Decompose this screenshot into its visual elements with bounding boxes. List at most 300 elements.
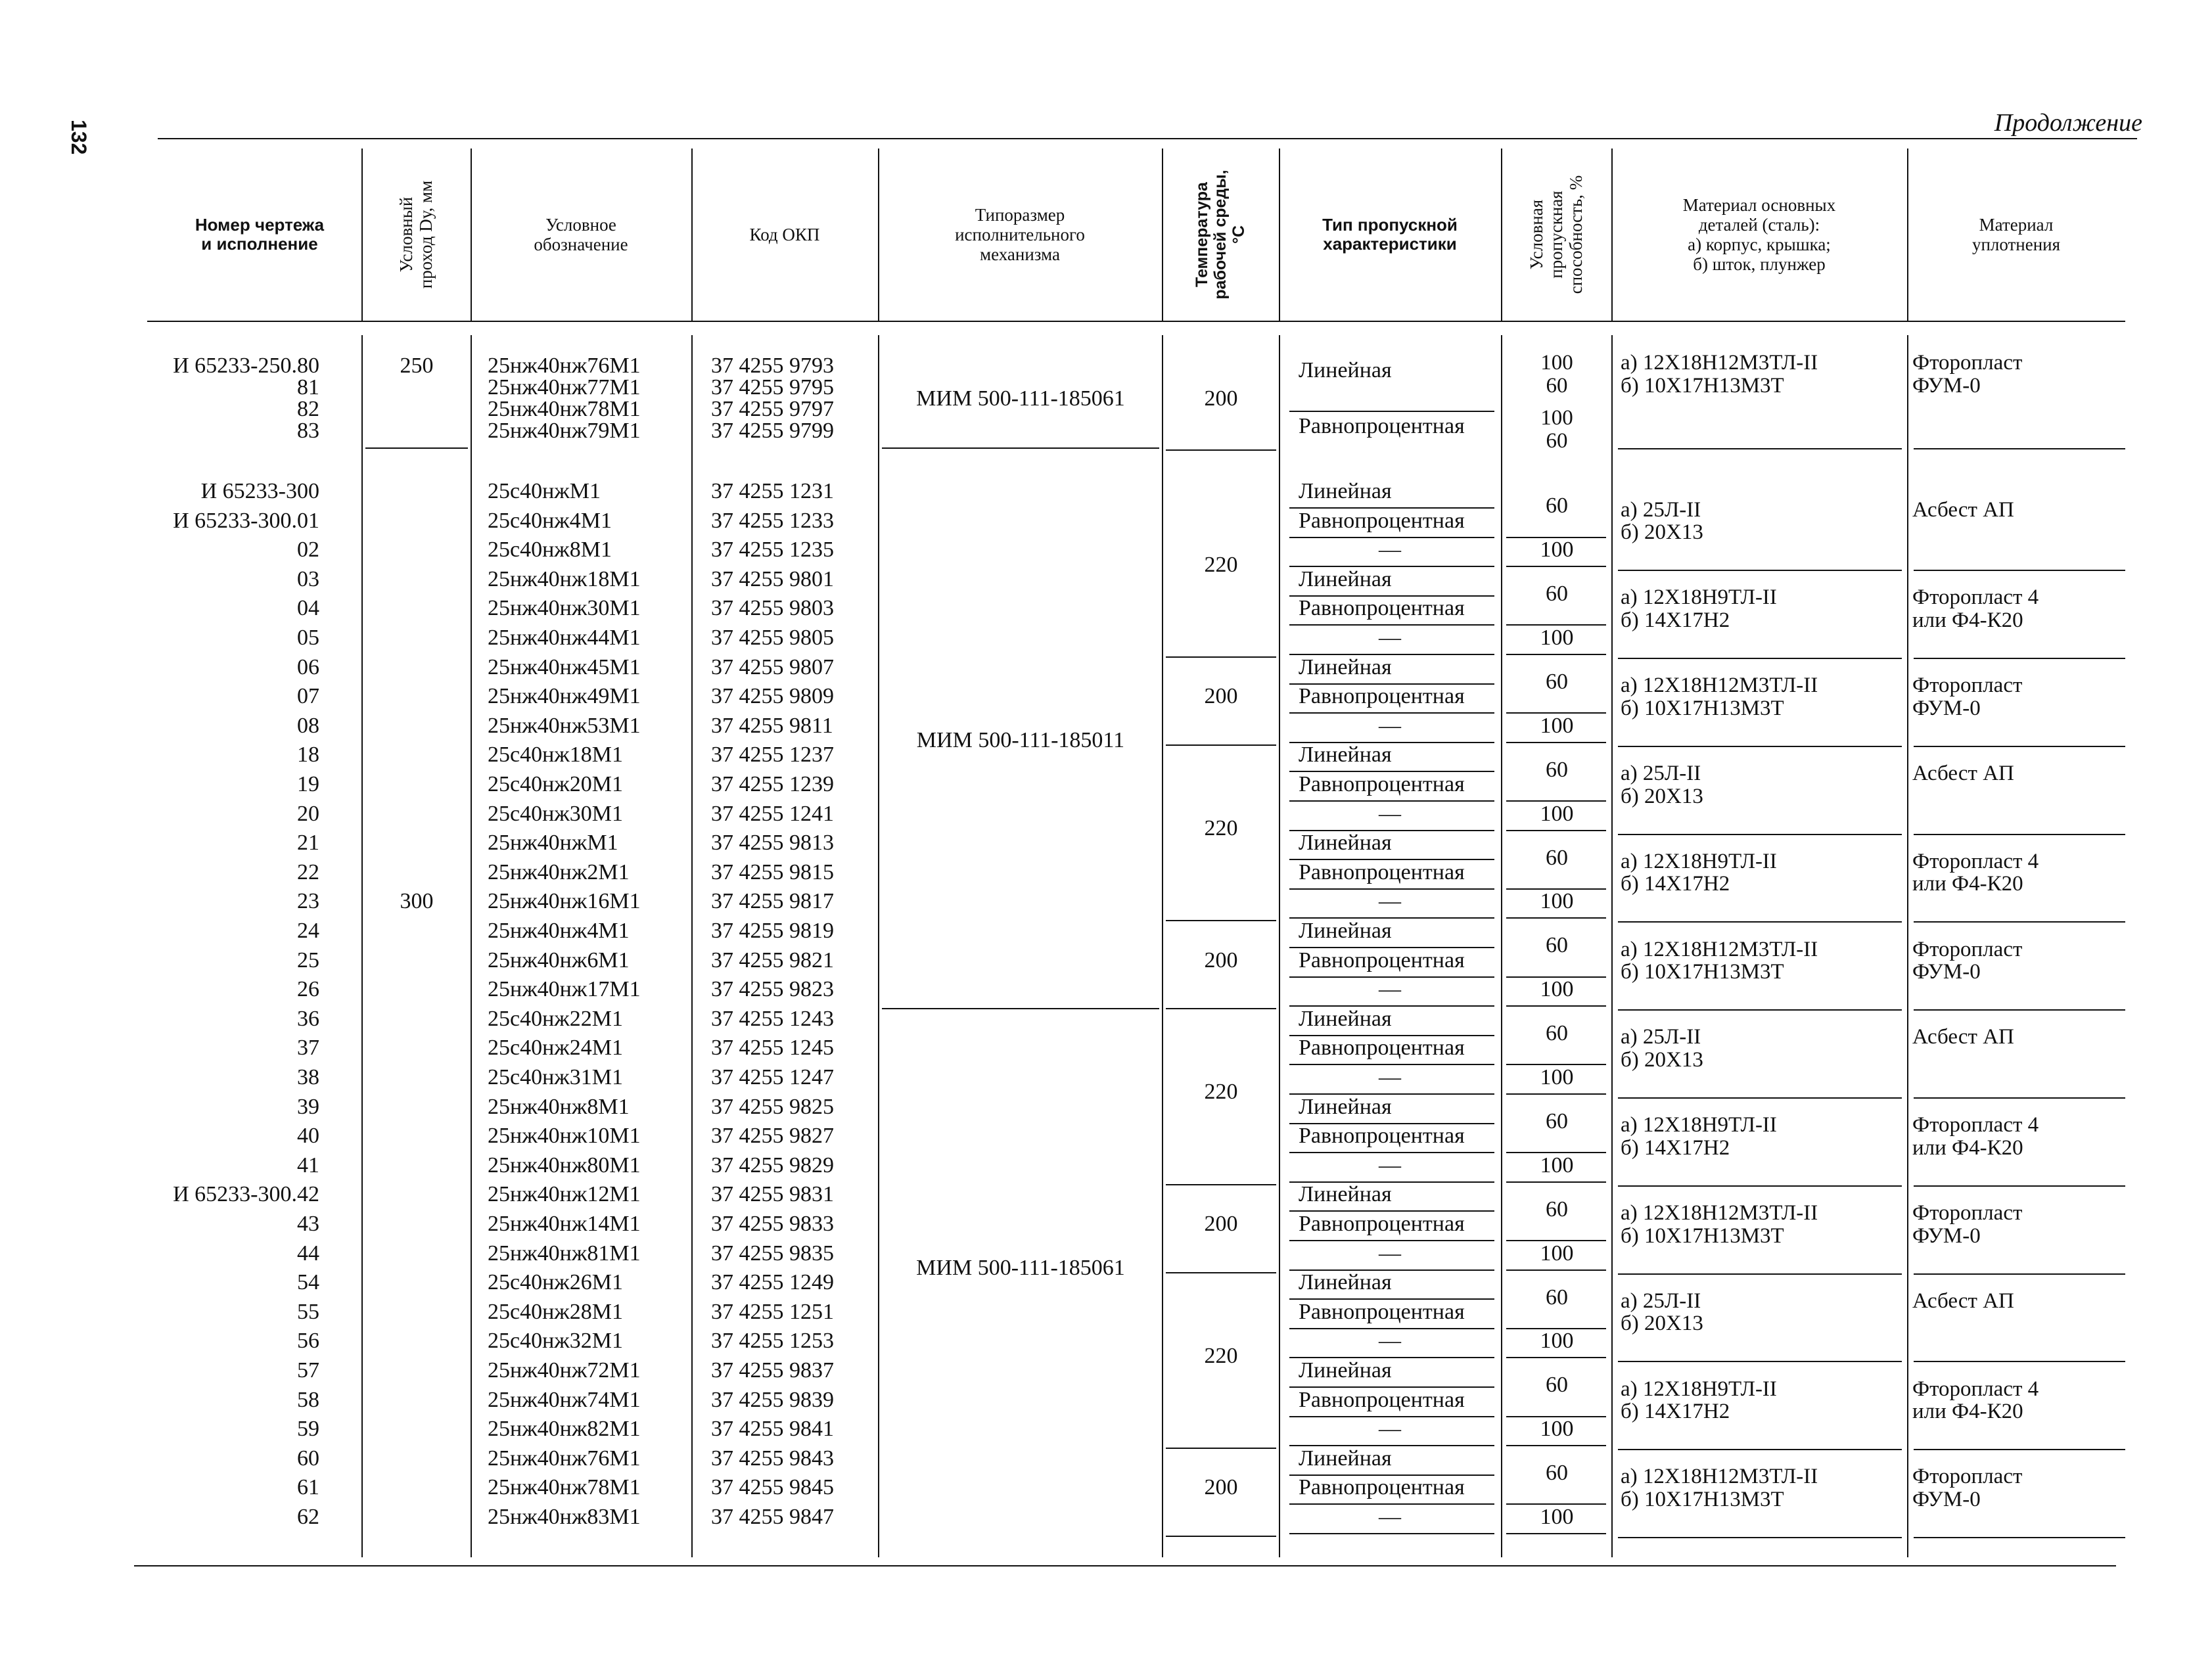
- nominal-bore-value: 300: [400, 889, 434, 914]
- row-drawing-number: 81: [297, 375, 319, 400]
- separator: [1166, 1536, 1276, 1537]
- separator: [1914, 1449, 2125, 1450]
- page-number: 132: [67, 120, 91, 155]
- separator: [1506, 830, 1606, 831]
- row-okp-code: 37 4255 1245: [711, 1036, 834, 1061]
- row-okp-code: 37 4255 1243: [711, 1006, 834, 1031]
- separator: [1506, 1533, 1606, 1534]
- row-designation: 25нж40нж17М1: [488, 977, 641, 1002]
- separator: [1914, 1009, 2125, 1011]
- row-designation: 25нж40нж16М1: [488, 889, 641, 914]
- capacity-value: 60: [1546, 1197, 1568, 1222]
- row-drawing-number: 44: [297, 1241, 319, 1266]
- capacity-value: 100: [1540, 1153, 1574, 1177]
- main-material-value: а) 12Х18Н9ТЛ-II б) 14Х17Н2: [1621, 849, 1777, 896]
- characteristic-type: —: [1379, 626, 1401, 650]
- row-okp-code: 37 4255 9837: [711, 1358, 834, 1383]
- temperature-value: 220: [1204, 1080, 1238, 1105]
- column-divider: [1611, 335, 1613, 1557]
- header-okp-code: Код ОКП: [749, 224, 820, 244]
- top-rule: [158, 138, 2137, 139]
- header-designation: Условное обозначение: [534, 214, 628, 254]
- temperature-value: 220: [1204, 1343, 1238, 1368]
- capacity-value: 100: [1540, 713, 1574, 738]
- characteristic-type: Линейная: [1299, 566, 1392, 591]
- separator: [1914, 1273, 2125, 1275]
- header-actuator-size: Типоразмер исполнительного механизма: [955, 204, 1085, 265]
- row-designation: 25нж40нж53М1: [488, 713, 641, 738]
- continued-label: Продолжение: [1994, 109, 2142, 137]
- row-designation: 25нж40нж45М1: [488, 654, 641, 679]
- characteristic-type: Линейная: [1299, 479, 1392, 503]
- row-okp-code: 37 4255 1249: [711, 1270, 834, 1295]
- row-designation: 25нж40нж49М1: [488, 684, 641, 709]
- row-okp-code: 37 4255 1241: [711, 801, 834, 826]
- row-designation: 25нж40нж77М1: [488, 375, 641, 400]
- seal-material-value: Фторопласт 4 или Ф4-К20: [1912, 585, 2039, 633]
- capacity-value: 100: [1540, 1241, 1574, 1266]
- capacity-value: 60: [1546, 1021, 1568, 1046]
- row-drawing-number: 07: [297, 684, 319, 709]
- row-designation: 25с40нж32М1: [488, 1329, 624, 1354]
- separator: [1166, 449, 1276, 451]
- row-drawing-number: 18: [297, 743, 319, 767]
- separator: [1506, 712, 1606, 714]
- row-designation: 25нж40нж81М1: [488, 1241, 641, 1266]
- separator: [1618, 834, 1902, 835]
- row-designation: 25с40нж24М1: [488, 1036, 624, 1061]
- row-okp-code: 37 4255 9801: [711, 566, 834, 591]
- row-designation: 25нж40нж30М1: [488, 596, 641, 621]
- row-okp-code: 37 4255 9793: [711, 354, 834, 378]
- actuator-size-value: МИМ 500-111-185061: [916, 1255, 1125, 1280]
- separator: [1506, 1503, 1606, 1505]
- row-designation: 25нж40нж44М1: [488, 626, 641, 650]
- row-drawing-number: И 65233-300.01: [173, 508, 319, 533]
- capacity-value: 60: [1546, 669, 1568, 694]
- capacity-value: 60: [1546, 493, 1568, 518]
- capacity-value: 100: [1540, 889, 1574, 914]
- row-okp-code: 37 4255 1235: [711, 537, 834, 562]
- row-okp-code: 37 4255 9839: [711, 1387, 834, 1412]
- separator: [1289, 1533, 1494, 1534]
- separator: [1506, 624, 1606, 626]
- separator: [1506, 917, 1606, 919]
- row-drawing-number: 61: [297, 1475, 319, 1500]
- separator: [1506, 654, 1606, 655]
- row-drawing-number: 56: [297, 1329, 319, 1354]
- row-okp-code: 37 4255 9817: [711, 889, 834, 914]
- characteristic-type: —: [1379, 1329, 1401, 1354]
- row-drawing-number: 43: [297, 1212, 319, 1236]
- separator: [365, 447, 468, 449]
- seal-material-value: Асбест АП: [1912, 1025, 2014, 1049]
- row-drawing-number: И 65233-250.80: [173, 354, 319, 378]
- characteristic-type: Равнопроцентная: [1299, 596, 1465, 621]
- row-drawing-number: 08: [297, 713, 319, 738]
- characteristic-type: —: [1379, 801, 1401, 826]
- separator: [1506, 800, 1606, 802]
- row-designation: 25нж40нж8М1: [488, 1094, 630, 1119]
- row-okp-code: 37 4255 9821: [711, 948, 834, 972]
- row-okp-code: 37 4255 1239: [711, 772, 834, 796]
- row-okp-code: 37 4255 9823: [711, 977, 834, 1002]
- capacity-value: 100: [1540, 1065, 1574, 1089]
- temperature-value: 220: [1204, 815, 1238, 840]
- capacity-value: 100: [1540, 626, 1574, 650]
- seal-material-value: Фторопласт ФУМ-0: [1912, 674, 2023, 720]
- row-okp-code: 37 4255 9825: [711, 1094, 834, 1119]
- separator: [1618, 1009, 1902, 1011]
- row-designation: 25нж40нж78М1: [488, 1475, 641, 1500]
- row-designation: 25с40нж31М1: [488, 1065, 624, 1089]
- separator: [1166, 1184, 1276, 1185]
- header-main-material: Материал основных деталей (сталь): а) корпус, крышка; б) шток, плунжер: [1682, 194, 1836, 275]
- separator: [1506, 1416, 1606, 1417]
- separator: [1506, 742, 1606, 743]
- row-okp-code: 37 4255 1251: [711, 1299, 834, 1324]
- column-divider: [361, 335, 363, 1557]
- row-okp-code: 37 4255 9831: [711, 1182, 834, 1207]
- capacity-value: 60: [1546, 1461, 1568, 1486]
- characteristic-type: —: [1379, 1417, 1401, 1442]
- separator: [1618, 1537, 1902, 1538]
- capacity-value: 100: [1540, 537, 1574, 562]
- separator: [882, 1008, 1159, 1009]
- separator: [1166, 920, 1276, 921]
- characteristic-type: —: [1379, 1065, 1401, 1089]
- row-okp-code: 37 4255 9807: [711, 654, 834, 679]
- capacity-value: 100 60: [1540, 351, 1573, 398]
- separator: [1618, 1185, 1902, 1187]
- capacity-value: 60: [1546, 1109, 1568, 1133]
- seal-material-value: Фторопласт ФУМ-0: [1912, 351, 2023, 398]
- characteristic-type: Линейная: [1299, 919, 1392, 943]
- seal-material-value: Асбест АП: [1912, 497, 2014, 522]
- row-designation: 25с40нж4М1: [488, 508, 612, 533]
- column-divider: [878, 335, 879, 1557]
- separator: [1506, 566, 1606, 567]
- separator: [1914, 1185, 2125, 1187]
- row-drawing-number: 22: [297, 859, 319, 884]
- characteristic-type: Линейная: [1299, 1270, 1392, 1295]
- row-drawing-number: 59: [297, 1417, 319, 1442]
- row-okp-code: 37 4255 9815: [711, 859, 834, 884]
- row-okp-code: 37 4255 9833: [711, 1212, 834, 1236]
- temperature-value: 220: [1204, 552, 1238, 577]
- row-drawing-number: 06: [297, 654, 319, 679]
- separator: [1506, 1328, 1606, 1329]
- row-okp-code: 37 4255 9845: [711, 1475, 834, 1500]
- row-okp-code: 37 4255 9797: [711, 397, 834, 421]
- capacity-value: 100 60: [1540, 406, 1573, 453]
- characteristic-type: Линейная: [1299, 654, 1392, 679]
- characteristic-type: Равнопроцентная: [1299, 414, 1465, 438]
- row-drawing-number: 40: [297, 1124, 319, 1149]
- seal-material-value: Фторопласт 4 или Ф4-К20: [1912, 849, 2039, 896]
- characteristic-type: Равнопроцентная: [1299, 859, 1465, 884]
- actuator-size-value: МИМ 500-111-185011: [916, 728, 1125, 753]
- temperature-value: 200: [1204, 684, 1238, 709]
- separator: [1914, 1537, 2125, 1538]
- row-drawing-number: 62: [297, 1505, 319, 1529]
- temperature-value: 200: [1204, 948, 1238, 972]
- temperature-value: 200: [1204, 1475, 1238, 1500]
- row-drawing-number: 19: [297, 772, 319, 796]
- row-okp-code: 37 4255 9819: [711, 919, 834, 943]
- main-material-value: а) 12Х18Н9ТЛ-II б) 14Х17Н2: [1621, 1377, 1777, 1424]
- separator: [882, 447, 1159, 449]
- main-material-value: а) 25Л-II б) 20Х13: [1621, 497, 1703, 545]
- row-okp-code: 37 4255 1231: [711, 479, 834, 503]
- row-drawing-number: 24: [297, 919, 319, 943]
- row-drawing-number: 20: [297, 801, 319, 826]
- row-drawing-number: 05: [297, 626, 319, 650]
- capacity-value: 100: [1540, 801, 1574, 826]
- separator: [1618, 1097, 1902, 1099]
- separator: [1914, 834, 2125, 835]
- separator: [1618, 570, 1902, 571]
- characteristic-type: Равнопроцентная: [1299, 1387, 1465, 1412]
- row-designation: 25с40нж22М1: [488, 1006, 624, 1031]
- row-drawing-number: 25: [297, 948, 319, 972]
- row-drawing-number: 03: [297, 566, 319, 591]
- column-divider: [1279, 335, 1280, 1557]
- characteristic-type: —: [1379, 1153, 1401, 1177]
- characteristic-type: Линейная: [1299, 1006, 1392, 1031]
- row-designation: 25нж40нж76М1: [488, 1446, 641, 1471]
- column-divider: [1162, 335, 1163, 1557]
- row-designation: 25с40нж20М1: [488, 772, 624, 796]
- separator: [1618, 746, 1902, 747]
- characteristic-type: Линейная: [1299, 831, 1392, 856]
- actuator-size-value: МИМ 500-111-185061: [916, 386, 1125, 411]
- characteristic-type: Равнопроцентная: [1299, 1299, 1465, 1324]
- separator: [1618, 1273, 1902, 1275]
- row-designation: 25нж40нж18М1: [488, 566, 641, 591]
- characteristic-type: Линейная: [1299, 743, 1392, 767]
- separator: [1914, 921, 2125, 923]
- capacity-value: 100: [1540, 1505, 1574, 1529]
- row-drawing-number: 38: [297, 1065, 319, 1089]
- seal-material-value: Асбест АП: [1912, 1289, 2014, 1313]
- header-drawing-number: Номер чертежа и исполнение: [195, 214, 325, 254]
- row-okp-code: 37 4255 9803: [711, 596, 834, 621]
- main-material-value: а) 12Х18Н9ТЛ-II б) 14Х17Н2: [1621, 585, 1777, 633]
- seal-material-value: Фторопласт ФУМ-0: [1912, 1201, 2023, 1248]
- row-drawing-number: 83: [297, 419, 319, 443]
- seal-material-value: Фторопласт 4 или Ф4-К20: [1912, 1377, 2039, 1424]
- row-drawing-number: 21: [297, 831, 319, 856]
- seal-material-value: Фторопласт ФУМ-0: [1912, 1465, 2023, 1512]
- capacity-value: 60: [1546, 1285, 1568, 1310]
- separator: [1166, 744, 1276, 746]
- row-designation: 25нж40нж79М1: [488, 419, 641, 443]
- row-designation: 25нж40нж83М1: [488, 1505, 641, 1529]
- characteristic-type: Равнопроцентная: [1299, 1036, 1465, 1061]
- row-okp-code: 37 4255 1253: [711, 1329, 834, 1354]
- capacity-value: 100: [1540, 977, 1574, 1002]
- row-drawing-number: 55: [297, 1299, 319, 1324]
- separator: [1914, 746, 2125, 747]
- characteristic-type: —: [1379, 1241, 1401, 1266]
- separator: [1618, 921, 1902, 923]
- row-designation: 25нж40нж80М1: [488, 1153, 641, 1177]
- row-drawing-number: 39: [297, 1094, 319, 1119]
- characteristic-type: Линейная: [1299, 1182, 1392, 1207]
- characteristic-type: Равнопроцентная: [1299, 1124, 1465, 1149]
- separator: [1506, 1445, 1606, 1446]
- column-divider: [691, 335, 693, 1557]
- characteristic-type: Равнопроцентная: [1299, 684, 1465, 709]
- header-divider: [1501, 149, 1502, 321]
- separator: [1618, 658, 1902, 659]
- characteristic-type: Линейная: [1299, 358, 1392, 382]
- row-designation: 25с40нжМ1: [488, 479, 601, 503]
- row-designation: 25нж40нж4М1: [488, 919, 630, 943]
- row-okp-code: 37 4255 9835: [711, 1241, 834, 1266]
- row-designation: 25с40нж18М1: [488, 743, 624, 767]
- characteristic-type: Равнопроцентная: [1299, 1212, 1465, 1236]
- characteristic-type: —: [1379, 713, 1401, 738]
- main-material-value: а) 12Х18Н12М3ТЛ-II б) 10Х17Н13М3Т: [1621, 351, 1818, 398]
- seal-material-value: Фторопласт 4 или Ф4-К20: [1912, 1113, 2039, 1160]
- row-designation: 25нж40нж82М1: [488, 1417, 641, 1442]
- characteristic-type: Равнопроцентная: [1299, 1475, 1465, 1500]
- row-designation: 25нж40нж76М1: [488, 354, 641, 378]
- row-okp-code: 37 4255 9841: [711, 1417, 834, 1442]
- main-material-value: а) 25Л-II б) 20Х13: [1621, 1289, 1703, 1336]
- row-designation: 25нж40нж14М1: [488, 1212, 641, 1236]
- row-okp-code: 37 4255 9843: [711, 1446, 834, 1471]
- row-designation: 25с40нж30М1: [488, 801, 624, 826]
- header-temperature: Температура рабочей среды, °С: [1193, 170, 1248, 300]
- separator: [1506, 1181, 1606, 1183]
- characteristic-type: —: [1379, 537, 1401, 562]
- separator: [1618, 1361, 1902, 1362]
- header-characteristic-type: Тип пропускной характеристики: [1322, 214, 1458, 254]
- row-designation: 25нж40нжМ1: [488, 831, 618, 856]
- capacity-value: 60: [1546, 845, 1568, 870]
- row-designation: 25нж40нж12М1: [488, 1182, 641, 1207]
- separator: [1506, 1152, 1606, 1153]
- header-divider: [361, 149, 363, 321]
- row-okp-code: 37 4255 9805: [711, 626, 834, 650]
- row-drawing-number: 37: [297, 1036, 319, 1061]
- row-drawing-number: 02: [297, 537, 319, 562]
- separator: [1914, 448, 2125, 449]
- row-designation: 25нж40нж74М1: [488, 1387, 641, 1412]
- column-divider: [1907, 335, 1908, 1557]
- separator: [1166, 1272, 1276, 1273]
- main-material-value: а) 12Х18Н9ТЛ-II б) 14Х17Н2: [1621, 1113, 1777, 1160]
- row-drawing-number: 58: [297, 1387, 319, 1412]
- row-drawing-number: 60: [297, 1446, 319, 1471]
- separator: [1506, 1357, 1606, 1358]
- row-drawing-number: 57: [297, 1358, 319, 1383]
- seal-material-value: Асбест АП: [1912, 762, 2014, 785]
- row-okp-code: 37 4255 9799: [711, 419, 834, 443]
- row-okp-code: 37 4255 9809: [711, 684, 834, 709]
- row-okp-code: 37 4255 9813: [711, 831, 834, 856]
- characteristic-type: —: [1379, 977, 1401, 1002]
- row-drawing-number: 23: [297, 889, 319, 914]
- row-okp-code: 37 4255 9827: [711, 1124, 834, 1149]
- separator: [1166, 1008, 1276, 1009]
- row-drawing-number: И 65233-300: [200, 479, 319, 503]
- header-divider: [1162, 149, 1163, 321]
- capacity-value: 60: [1546, 757, 1568, 782]
- characteristic-type: Равнопроцентная: [1299, 772, 1465, 796]
- row-designation: 25нж40нж6М1: [488, 948, 630, 972]
- capacity-value: 60: [1546, 582, 1568, 606]
- row-okp-code: 37 4255 1237: [711, 743, 834, 767]
- separator: [1914, 570, 2125, 571]
- separator: [1914, 1361, 2125, 1362]
- characteristic-type: —: [1379, 1505, 1401, 1529]
- main-material-value: а) 12Х18Н12М3ТЛ-II б) 10Х17Н13М3Т: [1621, 1201, 1818, 1248]
- row-designation: 25нж40нж78М1: [488, 397, 641, 421]
- row-drawing-number: 54: [297, 1270, 319, 1295]
- row-designation: 25нж40нж72М1: [488, 1358, 641, 1383]
- separator: [1506, 1064, 1606, 1065]
- separator: [1914, 1097, 2125, 1099]
- row-drawing-number: 41: [297, 1153, 319, 1177]
- separator: [1506, 1240, 1606, 1241]
- characteristic-type: Линейная: [1299, 1446, 1392, 1471]
- separator: [1914, 658, 2125, 659]
- capacity-value: 60: [1546, 933, 1568, 958]
- characteristic-type: Равнопроцентная: [1299, 948, 1465, 972]
- row-designation: 25с40нж8М1: [488, 537, 612, 562]
- row-designation: 25нж40нж10М1: [488, 1124, 641, 1149]
- main-material-value: а) 12Х18Н12М3ТЛ-II б) 10Х17Н13М3Т: [1621, 1465, 1818, 1512]
- row-drawing-number: 82: [297, 397, 319, 421]
- row-drawing-number: И 65233-300.42: [173, 1182, 319, 1207]
- temperature-value: 200: [1204, 1212, 1238, 1236]
- separator: [1506, 1005, 1606, 1007]
- row-designation: 25с40нж28М1: [488, 1299, 624, 1324]
- row-drawing-number: 26: [297, 977, 319, 1002]
- capacity-value: 100: [1540, 1329, 1574, 1354]
- row-designation: 25нж40нж2М1: [488, 859, 630, 884]
- characteristic-type: Равнопроцентная: [1299, 508, 1465, 533]
- row-designation: 25с40нж26М1: [488, 1270, 624, 1295]
- characteristic-type: Линейная: [1299, 1358, 1392, 1383]
- separator: [1289, 411, 1494, 412]
- separator: [1506, 888, 1606, 890]
- main-material-value: а) 12Х18Н12М3ТЛ-II б) 10Х17Н13М3Т: [1621, 937, 1818, 984]
- capacity-value: 60: [1546, 1373, 1568, 1398]
- separator: [1166, 656, 1276, 658]
- separator: [1506, 537, 1606, 538]
- row-okp-code: 37 4255 9795: [711, 375, 834, 400]
- row-okp-code: 37 4255 9847: [711, 1505, 834, 1529]
- row-okp-code: 37 4255 9829: [711, 1153, 834, 1177]
- seal-material-value: Фторопласт ФУМ-0: [1912, 937, 2023, 984]
- header-capacity: Условная пропускная способность, %: [1526, 175, 1586, 294]
- characteristic-type: —: [1379, 889, 1401, 914]
- header-seal-material: Материал уплотнения: [1971, 214, 2061, 254]
- main-material-value: а) 25Л-II б) 20Х13: [1621, 762, 1703, 808]
- column-divider: [471, 335, 472, 1557]
- characteristic-type: Линейная: [1299, 1094, 1392, 1119]
- row-okp-code: 37 4255 1247: [711, 1065, 834, 1089]
- main-material-value: а) 25Л-II б) 20Х13: [1621, 1025, 1703, 1072]
- main-material-value: а) 12Х18Н12М3ТЛ-II б) 10Х17Н13М3Т: [1621, 674, 1818, 720]
- nominal-bore-value: 250: [400, 354, 434, 378]
- separator: [1618, 448, 1902, 449]
